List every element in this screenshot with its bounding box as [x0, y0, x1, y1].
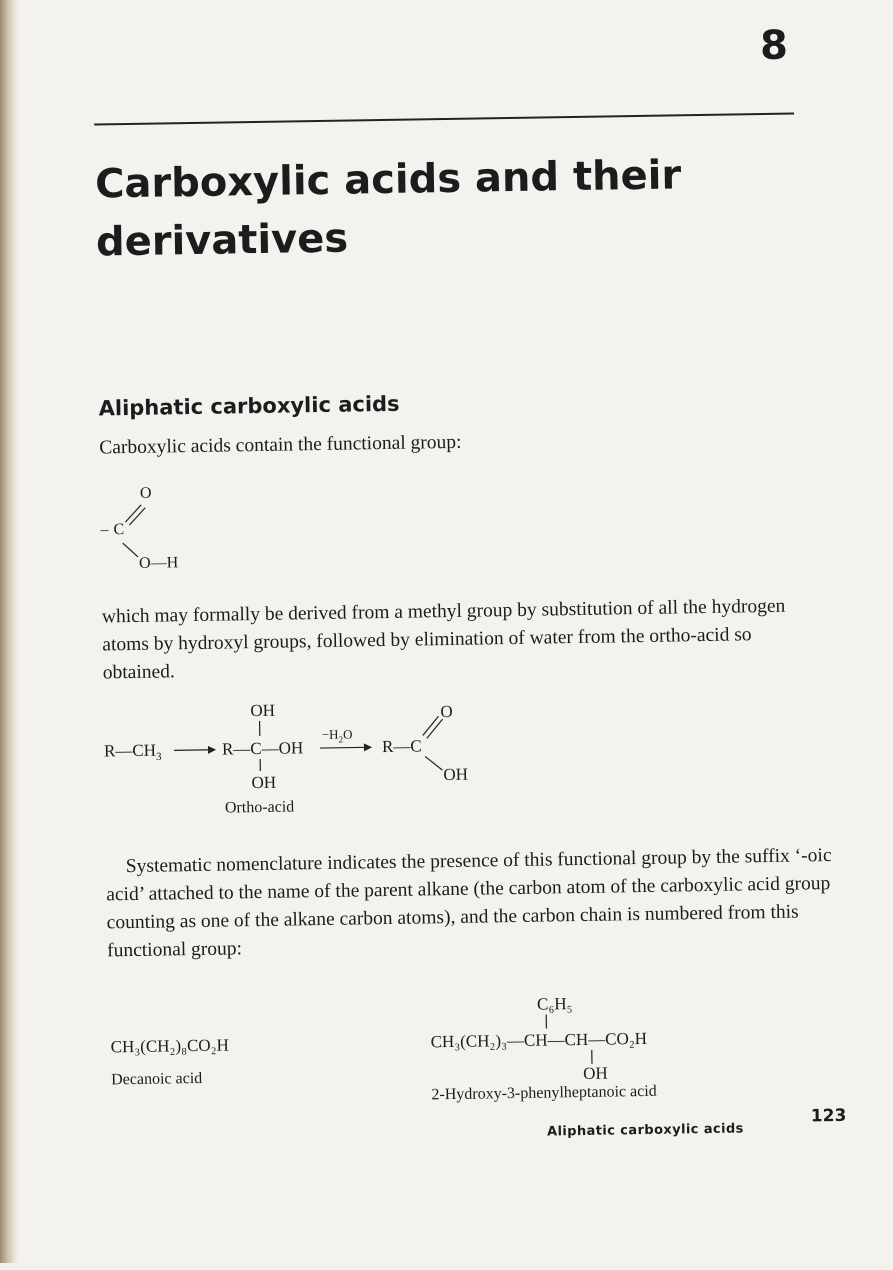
chapter-title: Carboxylic acids and their derivatives	[95, 145, 797, 272]
fg-oxygen: O	[140, 485, 152, 503]
heptanoic-formula: CH₃(CH₂)₃—CH—CH—CO₂H	[430, 1029, 647, 1052]
ortho-top-hydroxyl: OH	[250, 701, 275, 721]
paragraph-intro: Carboxylic acids contain the functional group:	[99, 429, 462, 463]
page-number: 123	[811, 1106, 847, 1127]
fg-carbon: C	[113, 521, 124, 539]
heptanoic-hydroxyl: OH	[583, 1064, 608, 1084]
product-hydroxyl: OH	[443, 765, 468, 785]
reactant: $R—CH_3$	[104, 741, 162, 764]
ortho-bottom-hydroxyl: OH	[251, 773, 276, 793]
product-oxygen: O	[440, 702, 453, 722]
fg-hydroxyl: O—H	[139, 554, 178, 573]
phenyl-substituent: C₆H₅	[537, 994, 573, 1015]
ortho-acid-label: Ortho-acid	[225, 798, 295, 817]
ortho-acid-formula: R—C—OH	[222, 738, 304, 759]
fg-bond-dash: –	[100, 521, 108, 539]
paragraph-derivation: which may formally be derived from a methyl group by substitution of all the hydrogen atoms by hydroxyl groups, followed by elimination of water from the ortho-acid so obtained.	[102, 592, 823, 687]
decanoic-formula: CH₃(CH₂)₈CO₂H	[111, 1036, 229, 1058]
reagent-label: $-H_2O$	[322, 727, 353, 745]
example-heptanoic	[0, 0, 883, 7]
paragraph-nomenclature: Systematic nomenclature indicates the presence of this functional group by the suffix ‘-oic acid’ attached to the name of the parent alkane (the carbon atom of the carboxylic acid group counting as one of the alkane carbon atoms), and the carbon chain is numbered from this functional group:	[106, 842, 838, 965]
product-carbon: R—C	[382, 736, 422, 757]
section-heading: Aliphatic carboxylic acids	[98, 392, 399, 421]
chapter-number: 8	[760, 23, 789, 69]
decanoic-name: Decanoic acid	[111, 1070, 202, 1089]
running-head: Aliphatic carboxylic acids	[547, 1121, 744, 1139]
heptanoic-name: 2-Hydroxy-3-phenylheptanoic acid	[431, 1083, 657, 1105]
